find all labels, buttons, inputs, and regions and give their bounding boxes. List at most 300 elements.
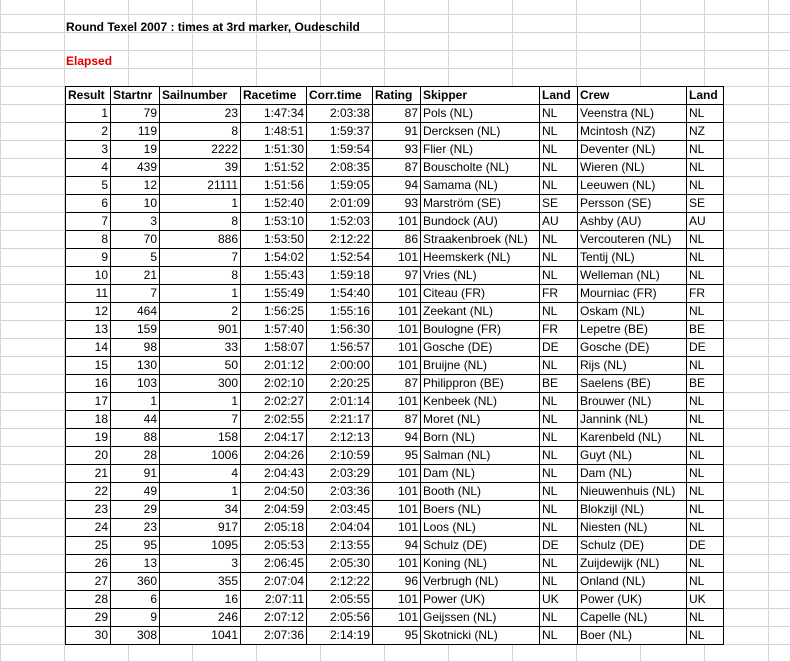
cell-rating[interactable]: 87 <box>373 159 421 177</box>
cell-sailnumber[interactable]: 3 <box>160 555 241 573</box>
cell-skipper-land[interactable]: NL <box>540 447 578 465</box>
cell-sailnumber[interactable]: 21111 <box>160 177 241 195</box>
cell-racetime[interactable]: 1:47:34 <box>241 105 307 123</box>
cell-sailnumber[interactable]: 50 <box>160 357 241 375</box>
cell-rating[interactable]: 101 <box>373 519 421 537</box>
cell-crew[interactable]: Mourniac (FR) <box>578 285 687 303</box>
cell-startnr[interactable]: 119 <box>111 123 160 141</box>
cell-sailnumber[interactable]: 2 <box>160 303 241 321</box>
cell-startnr[interactable]: 70 <box>111 231 160 249</box>
cell-startnr[interactable]: 103 <box>111 375 160 393</box>
cell-skipper[interactable]: Schulz (DE) <box>421 537 540 555</box>
cell-skipper-land[interactable]: NL <box>540 465 578 483</box>
cell-result[interactable]: 14 <box>66 339 111 357</box>
cell-skipper-land[interactable]: NL <box>540 267 578 285</box>
cell-rating[interactable]: 101 <box>373 303 421 321</box>
cell-skipper[interactable]: Skotnicki (NL) <box>421 627 540 645</box>
cell-result[interactable]: 4 <box>66 159 111 177</box>
cell-startnr[interactable]: 21 <box>111 267 160 285</box>
cell-result[interactable]: 20 <box>66 447 111 465</box>
cell-skipper[interactable]: Bundock (AU) <box>421 213 540 231</box>
cell-sailnumber[interactable]: 23 <box>160 105 241 123</box>
cell-startnr[interactable]: 1 <box>111 393 160 411</box>
cell-corr-time[interactable]: 1:52:03 <box>307 213 373 231</box>
header-rating[interactable]: Rating <box>373 87 421 105</box>
cell-rating[interactable]: 101 <box>373 555 421 573</box>
cell-racetime[interactable]: 2:07:36 <box>241 627 307 645</box>
cell-crew[interactable]: Lepetre (BE) <box>578 321 687 339</box>
cell-result[interactable]: 5 <box>66 177 111 195</box>
cell-skipper-land[interactable]: FR <box>540 285 578 303</box>
cell-corr-time[interactable]: 1:59:18 <box>307 267 373 285</box>
cell-startnr[interactable]: 130 <box>111 357 160 375</box>
cell-crew-land[interactable]: AU <box>687 213 724 231</box>
cell-skipper[interactable]: Gosche (DE) <box>421 339 540 357</box>
cell-corr-time[interactable]: 1:59:54 <box>307 141 373 159</box>
cell-sailnumber[interactable]: 300 <box>160 375 241 393</box>
cell-skipper-land[interactable]: NL <box>540 429 578 447</box>
cell-crew-land[interactable]: DE <box>687 537 724 555</box>
cell-rating[interactable]: 101 <box>373 591 421 609</box>
cell-rating[interactable]: 101 <box>373 393 421 411</box>
cell-result[interactable]: 28 <box>66 591 111 609</box>
cell-crew[interactable]: Rijs (NL) <box>578 357 687 375</box>
cell-corr-time[interactable]: 2:12:13 <box>307 429 373 447</box>
cell-crew-land[interactable]: NL <box>687 609 724 627</box>
cell-racetime[interactable]: 1:54:02 <box>241 249 307 267</box>
cell-skipper[interactable]: Kenbeek (NL) <box>421 393 540 411</box>
cell-skipper[interactable]: Salman (NL) <box>421 447 540 465</box>
cell-crew[interactable]: Boer (NL) <box>578 627 687 645</box>
cell-crew[interactable]: Gosche (DE) <box>578 339 687 357</box>
cell-skipper-land[interactable]: NL <box>540 609 578 627</box>
cell-racetime[interactable]: 1:55:43 <box>241 267 307 285</box>
cell-skipper-land[interactable]: NL <box>540 159 578 177</box>
cell-skipper-land[interactable]: NL <box>540 519 578 537</box>
cell-rating[interactable]: 93 <box>373 141 421 159</box>
cell-result[interactable]: 1 <box>66 105 111 123</box>
cell-corr-time[interactable]: 1:59:05 <box>307 177 373 195</box>
cell-rating[interactable]: 97 <box>373 267 421 285</box>
cell-rating[interactable]: 95 <box>373 627 421 645</box>
cell-rating[interactable]: 94 <box>373 537 421 555</box>
cell-racetime[interactable]: 1:53:10 <box>241 213 307 231</box>
cell-crew-land[interactable]: NL <box>687 159 724 177</box>
cell-startnr[interactable]: 12 <box>111 177 160 195</box>
cell-rating[interactable]: 101 <box>373 357 421 375</box>
cell-skipper-land[interactable]: NL <box>540 627 578 645</box>
cell-racetime[interactable]: 2:07:04 <box>241 573 307 591</box>
cell-sailnumber[interactable]: 8 <box>160 213 241 231</box>
cell-crew[interactable]: Dam (NL) <box>578 465 687 483</box>
cell-startnr[interactable]: 464 <box>111 303 160 321</box>
cell-sailnumber[interactable]: 8 <box>160 123 241 141</box>
cell-startnr[interactable]: 5 <box>111 249 160 267</box>
cell-startnr[interactable]: 91 <box>111 465 160 483</box>
cell-result[interactable]: 2 <box>66 123 111 141</box>
cell-rating[interactable]: 86 <box>373 231 421 249</box>
cell-result[interactable]: 24 <box>66 519 111 537</box>
cell-skipper[interactable]: Dercksen (NL) <box>421 123 540 141</box>
cell-crew-land[interactable]: NL <box>687 555 724 573</box>
cell-startnr[interactable]: 10 <box>111 195 160 213</box>
cell-crew[interactable]: Ashby (AU) <box>578 213 687 231</box>
cell-sailnumber[interactable]: 39 <box>160 159 241 177</box>
cell-crew[interactable]: Tentij (NL) <box>578 249 687 267</box>
cell-skipper-land[interactable]: NL <box>540 483 578 501</box>
cell-skipper[interactable]: Pols (NL) <box>421 105 540 123</box>
cell-rating[interactable]: 94 <box>373 177 421 195</box>
cell-crew-land[interactable]: NL <box>687 627 724 645</box>
cell-sailnumber[interactable]: 34 <box>160 501 241 519</box>
cell-skipper-land[interactable]: NL <box>540 393 578 411</box>
cell-rating[interactable]: 87 <box>373 411 421 429</box>
cell-racetime[interactable]: 1:57:40 <box>241 321 307 339</box>
cell-result[interactable]: 6 <box>66 195 111 213</box>
cell-corr-time[interactable]: 2:03:29 <box>307 465 373 483</box>
cell-result[interactable]: 22 <box>66 483 111 501</box>
cell-sailnumber[interactable]: 4 <box>160 465 241 483</box>
cell-skipper-land[interactable]: AU <box>540 213 578 231</box>
cell-skipper-land[interactable]: NL <box>540 303 578 321</box>
cell-result[interactable]: 16 <box>66 375 111 393</box>
cell-crew-land[interactable]: NL <box>687 411 724 429</box>
cell-rating[interactable]: 101 <box>373 213 421 231</box>
cell-racetime[interactable]: 2:04:43 <box>241 465 307 483</box>
cell-startnr[interactable]: 28 <box>111 447 160 465</box>
cell-startnr[interactable]: 360 <box>111 573 160 591</box>
cell-crew-land[interactable]: NZ <box>687 123 724 141</box>
cell-sailnumber[interactable]: 917 <box>160 519 241 537</box>
cell-crew-land[interactable]: BE <box>687 375 724 393</box>
cell-sailnumber[interactable]: 7 <box>160 249 241 267</box>
cell-crew-land[interactable]: NL <box>687 429 724 447</box>
cell-crew[interactable]: Wieren (NL) <box>578 159 687 177</box>
cell-skipper-land[interactable]: NL <box>540 501 578 519</box>
cell-sailnumber[interactable]: 901 <box>160 321 241 339</box>
header-crew-land[interactable]: Land <box>687 87 724 105</box>
cell-startnr[interactable]: 159 <box>111 321 160 339</box>
cell-skipper-land[interactable]: SE <box>540 195 578 213</box>
cell-crew-land[interactable]: NL <box>687 357 724 375</box>
cell-racetime[interactable]: 1:58:07 <box>241 339 307 357</box>
cell-crew[interactable]: Mcintosh (NZ) <box>578 123 687 141</box>
cell-crew[interactable]: Deventer (NL) <box>578 141 687 159</box>
cell-corr-time[interactable]: 2:14:19 <box>307 627 373 645</box>
cell-crew-land[interactable]: NL <box>687 177 724 195</box>
cell-corr-time[interactable]: 2:04:04 <box>307 519 373 537</box>
cell-skipper[interactable]: Dam (NL) <box>421 465 540 483</box>
cell-skipper[interactable]: Boulogne (FR) <box>421 321 540 339</box>
cell-skipper-land[interactable]: NL <box>540 231 578 249</box>
cell-startnr[interactable]: 3 <box>111 213 160 231</box>
cell-corr-time[interactable]: 2:21:17 <box>307 411 373 429</box>
cell-startnr[interactable]: 98 <box>111 339 160 357</box>
cell-rating[interactable]: 101 <box>373 465 421 483</box>
cell-skipper[interactable]: Heemskerk (NL) <box>421 249 540 267</box>
cell-startnr[interactable]: 88 <box>111 429 160 447</box>
cell-corr-time[interactable]: 2:01:14 <box>307 393 373 411</box>
cell-corr-time[interactable]: 2:03:36 <box>307 483 373 501</box>
cell-crew-land[interactable]: NL <box>687 519 724 537</box>
cell-result[interactable]: 10 <box>66 267 111 285</box>
cell-racetime[interactable]: 1:51:52 <box>241 159 307 177</box>
cell-rating[interactable]: 101 <box>373 321 421 339</box>
cell-sailnumber[interactable]: 1 <box>160 483 241 501</box>
cell-startnr[interactable]: 29 <box>111 501 160 519</box>
cell-crew-land[interactable]: NL <box>687 393 724 411</box>
cell-sailnumber[interactable]: 16 <box>160 591 241 609</box>
cell-skipper-land[interactable]: NL <box>540 357 578 375</box>
cell-racetime[interactable]: 2:05:53 <box>241 537 307 555</box>
cell-skipper[interactable]: Koning (NL) <box>421 555 540 573</box>
cell-racetime[interactable]: 2:04:50 <box>241 483 307 501</box>
cell-corr-time[interactable]: 2:03:45 <box>307 501 373 519</box>
cell-startnr[interactable]: 44 <box>111 411 160 429</box>
cell-sailnumber[interactable]: 886 <box>160 231 241 249</box>
cell-result[interactable]: 3 <box>66 141 111 159</box>
cell-rating[interactable]: 93 <box>373 195 421 213</box>
header-skipper-land[interactable]: Land <box>540 87 578 105</box>
cell-sailnumber[interactable]: 7 <box>160 411 241 429</box>
cell-racetime[interactable]: 1:55:49 <box>241 285 307 303</box>
cell-racetime[interactable]: 1:51:56 <box>241 177 307 195</box>
cell-sailnumber[interactable]: 355 <box>160 573 241 591</box>
cell-rating[interactable]: 87 <box>373 375 421 393</box>
cell-rating[interactable]: 101 <box>373 249 421 267</box>
cell-result[interactable]: 25 <box>66 537 111 555</box>
cell-result[interactable]: 26 <box>66 555 111 573</box>
cell-result[interactable]: 21 <box>66 465 111 483</box>
cell-skipper[interactable]: Moret (NL) <box>421 411 540 429</box>
cell-startnr[interactable]: 23 <box>111 519 160 537</box>
cell-crew[interactable]: Power (UK) <box>578 591 687 609</box>
header-skipper[interactable]: Skipper <box>421 87 540 105</box>
cell-result[interactable]: 30 <box>66 627 111 645</box>
cell-corr-time[interactable]: 2:08:35 <box>307 159 373 177</box>
cell-crew-land[interactable]: SE <box>687 195 724 213</box>
cell-result[interactable]: 17 <box>66 393 111 411</box>
cell-crew-land[interactable]: NL <box>687 573 724 591</box>
cell-skipper-land[interactable]: NL <box>540 411 578 429</box>
cell-sailnumber[interactable]: 1006 <box>160 447 241 465</box>
cell-skipper-land[interactable]: DE <box>540 339 578 357</box>
cell-skipper[interactable]: Boers (NL) <box>421 501 540 519</box>
cell-crew-land[interactable]: NL <box>687 465 724 483</box>
cell-skipper[interactable]: Booth (NL) <box>421 483 540 501</box>
cell-crew-land[interactable]: NL <box>687 141 724 159</box>
cell-skipper-land[interactable]: NL <box>540 573 578 591</box>
cell-startnr[interactable]: 13 <box>111 555 160 573</box>
cell-crew-land[interactable]: UK <box>687 591 724 609</box>
cell-skipper-land[interactable]: FR <box>540 321 578 339</box>
cell-racetime[interactable]: 1:52:40 <box>241 195 307 213</box>
cell-racetime[interactable]: 2:02:10 <box>241 375 307 393</box>
cell-rating[interactable]: 101 <box>373 339 421 357</box>
cell-racetime[interactable]: 2:07:11 <box>241 591 307 609</box>
cell-corr-time[interactable]: 1:52:54 <box>307 249 373 267</box>
cell-rating[interactable]: 95 <box>373 447 421 465</box>
cell-result[interactable]: 29 <box>66 609 111 627</box>
cell-corr-time[interactable]: 1:59:37 <box>307 123 373 141</box>
cell-result[interactable]: 12 <box>66 303 111 321</box>
cell-result[interactable]: 19 <box>66 429 111 447</box>
cell-rating[interactable]: 101 <box>373 501 421 519</box>
cell-skipper[interactable]: Power (UK) <box>421 591 540 609</box>
cell-crew[interactable]: Jannink (NL) <box>578 411 687 429</box>
cell-rating[interactable]: 101 <box>373 609 421 627</box>
cell-racetime[interactable]: 2:07:12 <box>241 609 307 627</box>
cell-skipper-land[interactable]: NL <box>540 105 578 123</box>
cell-startnr[interactable]: 19 <box>111 141 160 159</box>
cell-corr-time[interactable]: 2:05:30 <box>307 555 373 573</box>
cell-skipper-land[interactable]: NL <box>540 249 578 267</box>
cell-racetime[interactable]: 1:48:51 <box>241 123 307 141</box>
cell-crew[interactable]: Persson (SE) <box>578 195 687 213</box>
cell-sailnumber[interactable]: 246 <box>160 609 241 627</box>
cell-skipper-land[interactable]: NL <box>540 141 578 159</box>
cell-skipper-land[interactable]: NL <box>540 177 578 195</box>
cell-skipper[interactable]: Born (NL) <box>421 429 540 447</box>
cell-corr-time[interactable]: 2:03:38 <box>307 105 373 123</box>
cell-sailnumber[interactable]: 2222 <box>160 141 241 159</box>
cell-skipper-land[interactable]: NL <box>540 555 578 573</box>
cell-skipper[interactable]: Verbrugh (NL) <box>421 573 540 591</box>
cell-crew-land[interactable]: BE <box>687 321 724 339</box>
cell-racetime[interactable]: 2:02:27 <box>241 393 307 411</box>
cell-sailnumber[interactable]: 158 <box>160 429 241 447</box>
cell-result[interactable]: 11 <box>66 285 111 303</box>
cell-corr-time[interactable]: 2:05:55 <box>307 591 373 609</box>
cell-crew-land[interactable]: NL <box>687 501 724 519</box>
cell-crew[interactable]: Saelens (BE) <box>578 375 687 393</box>
cell-skipper[interactable]: Geijssen (NL) <box>421 609 540 627</box>
cell-skipper[interactable]: Vries (NL) <box>421 267 540 285</box>
cell-crew-land[interactable]: DE <box>687 339 724 357</box>
cell-startnr[interactable]: 9 <box>111 609 160 627</box>
cell-rating[interactable]: 94 <box>373 429 421 447</box>
cell-crew-land[interactable]: NL <box>687 105 724 123</box>
cell-crew[interactable]: Schulz (DE) <box>578 537 687 555</box>
cell-corr-time[interactable]: 2:20:25 <box>307 375 373 393</box>
cell-sailnumber[interactable]: 8 <box>160 267 241 285</box>
cell-racetime[interactable]: 2:04:17 <box>241 429 307 447</box>
cell-sailnumber[interactable]: 1 <box>160 195 241 213</box>
cell-sailnumber[interactable]: 1041 <box>160 627 241 645</box>
cell-racetime[interactable]: 1:56:25 <box>241 303 307 321</box>
cell-crew[interactable]: Zuijdewijk (NL) <box>578 555 687 573</box>
cell-crew-land[interactable]: NL <box>687 267 724 285</box>
cell-crew[interactable]: Blokzijl (NL) <box>578 501 687 519</box>
cell-startnr[interactable]: 79 <box>111 105 160 123</box>
cell-crew[interactable]: Vercouteren (NL) <box>578 231 687 249</box>
cell-crew[interactable]: Welleman (NL) <box>578 267 687 285</box>
header-sailnumber[interactable]: Sailnumber <box>160 87 241 105</box>
cell-sailnumber[interactable]: 33 <box>160 339 241 357</box>
cell-corr-time[interactable]: 2:12:22 <box>307 231 373 249</box>
cell-crew-land[interactable]: FR <box>687 285 724 303</box>
cell-crew-land[interactable]: NL <box>687 249 724 267</box>
cell-result[interactable]: 9 <box>66 249 111 267</box>
header-racetime[interactable]: Racetime <box>241 87 307 105</box>
cell-result[interactable]: 23 <box>66 501 111 519</box>
cell-rating[interactable]: 91 <box>373 123 421 141</box>
cell-skipper[interactable]: Philippron (BE) <box>421 375 540 393</box>
cell-skipper[interactable]: Marström (SE) <box>421 195 540 213</box>
cell-corr-time[interactable]: 1:54:40 <box>307 285 373 303</box>
cell-rating[interactable]: 87 <box>373 105 421 123</box>
cell-skipper[interactable]: Citeau (FR) <box>421 285 540 303</box>
cell-corr-time[interactable]: 2:01:09 <box>307 195 373 213</box>
cell-crew[interactable]: Nieuwenhuis (NL) <box>578 483 687 501</box>
cell-crew[interactable]: Karenbeld (NL) <box>578 429 687 447</box>
cell-crew-land[interactable]: NL <box>687 483 724 501</box>
cell-skipper[interactable]: Bouscholte (NL) <box>421 159 540 177</box>
cell-corr-time[interactable]: 2:13:55 <box>307 537 373 555</box>
cell-racetime[interactable]: 2:05:18 <box>241 519 307 537</box>
cell-skipper-land[interactable]: BE <box>540 375 578 393</box>
cell-crew[interactable]: Niesten (NL) <box>578 519 687 537</box>
cell-racetime[interactable]: 1:51:30 <box>241 141 307 159</box>
cell-corr-time[interactable]: 2:00:00 <box>307 357 373 375</box>
cell-result[interactable]: 27 <box>66 573 111 591</box>
cell-startnr[interactable]: 308 <box>111 627 160 645</box>
cell-skipper[interactable]: Straakenbroek (NL) <box>421 231 540 249</box>
cell-corr-time[interactable]: 2:12:22 <box>307 573 373 591</box>
cell-crew[interactable]: Veenstra (NL) <box>578 105 687 123</box>
cell-skipper-land[interactable]: UK <box>540 591 578 609</box>
cell-racetime[interactable]: 2:04:59 <box>241 501 307 519</box>
cell-startnr[interactable]: 7 <box>111 285 160 303</box>
cell-racetime[interactable]: 2:04:26 <box>241 447 307 465</box>
cell-crew-land[interactable]: NL <box>687 447 724 465</box>
header-crew[interactable]: Crew <box>578 87 687 105</box>
cell-startnr[interactable]: 6 <box>111 591 160 609</box>
cell-crew[interactable]: Oskam (NL) <box>578 303 687 321</box>
cell-crew-land[interactable]: NL <box>687 231 724 249</box>
cell-corr-time[interactable]: 2:10:59 <box>307 447 373 465</box>
cell-skipper[interactable]: Bruijne (NL) <box>421 357 540 375</box>
cell-result[interactable]: 7 <box>66 213 111 231</box>
cell-skipper[interactable]: Flier (NL) <box>421 141 540 159</box>
cell-sailnumber[interactable]: 1 <box>160 393 241 411</box>
cell-crew[interactable]: Leeuwen (NL) <box>578 177 687 195</box>
cell-startnr[interactable]: 439 <box>111 159 160 177</box>
cell-sailnumber[interactable]: 1095 <box>160 537 241 555</box>
cell-crew[interactable]: Onland (NL) <box>578 573 687 591</box>
cell-rating[interactable]: 101 <box>373 483 421 501</box>
cell-crew[interactable]: Brouwer (NL) <box>578 393 687 411</box>
cell-corr-time[interactable]: 1:56:57 <box>307 339 373 357</box>
cell-crew[interactable]: Capelle (NL) <box>578 609 687 627</box>
cell-sailnumber[interactable]: 1 <box>160 285 241 303</box>
cell-racetime[interactable]: 2:01:12 <box>241 357 307 375</box>
cell-racetime[interactable]: 1:53:50 <box>241 231 307 249</box>
cell-result[interactable]: 15 <box>66 357 111 375</box>
cell-corr-time[interactable]: 1:55:16 <box>307 303 373 321</box>
cell-result[interactable]: 18 <box>66 411 111 429</box>
cell-racetime[interactable]: 2:02:55 <box>241 411 307 429</box>
cell-rating[interactable]: 101 <box>373 285 421 303</box>
cell-result[interactable]: 8 <box>66 231 111 249</box>
header-startnr[interactable]: Startnr <box>111 87 160 105</box>
cell-racetime[interactable]: 2:06:45 <box>241 555 307 573</box>
cell-rating[interactable]: 96 <box>373 573 421 591</box>
cell-skipper[interactable]: Samama (NL) <box>421 177 540 195</box>
cell-crew-land[interactable]: NL <box>687 303 724 321</box>
cell-crew[interactable]: Guyt (NL) <box>578 447 687 465</box>
cell-skipper[interactable]: Loos (NL) <box>421 519 540 537</box>
